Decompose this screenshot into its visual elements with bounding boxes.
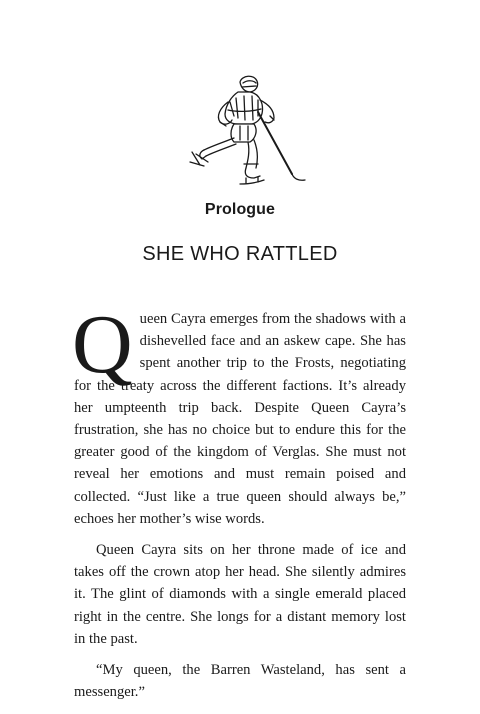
paragraph: Queen Cayra sits on her throne made of ice and takes off the crown atop her head. She silently admires it. The glint of diamonds with a single emerald placed right in the centre. She longs for a distant memory lost in the past.: [74, 542, 406, 647]
chapter-label: Prologue: [204, 201, 276, 218]
paragraph-text: ueen Cayra emerges from the shadows with a dishevelled face and an askew cape. She has spent another trip to the Frosts, negotiating for the treaty across the different factions. It’s already her umpteenth trip back. Despite Queen Cayra’s frustration, she has no choice but to endure this for the greater good of the kingdom of Verglas. She must not reveal her emotions and must remain poised and collected. “Just like a true queen should always be,” echoes her mother’s wise words.: [74, 311, 406, 527]
chapter-body: [72, 298, 406, 703]
chapter-title: SHE WHO RATTLED: [142, 243, 338, 265]
paragraph: [72, 298, 406, 530]
drop-cap: Q: [72, 298, 133, 391]
hockey-player-illustration: [170, 72, 310, 190]
paragraph: “My queen, the Barren Wasteland, has sent a messenger.”: [74, 662, 406, 701]
